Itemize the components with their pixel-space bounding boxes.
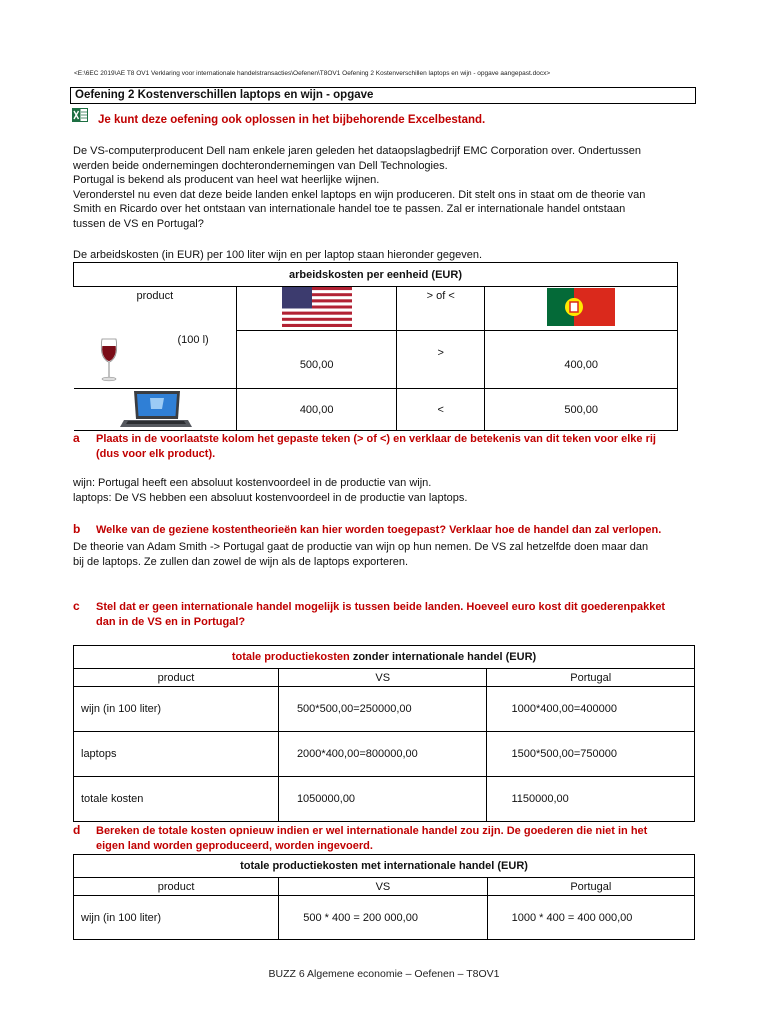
costs-without-trade-table [73,645,695,822]
row-pt: 1150000,00 [487,777,695,822]
col-product: product [74,287,237,331]
laptop-sign: < [397,389,485,431]
question-a-text: Plaats in de voorlaatste kolom het gepaste teken (> of <) en verklaar de betekenis van dit teken voor elke rij (dus voor elk product). [96,433,656,460]
file-path: <E:\6EC 2019\AE T8 OV1 Verklaring voor internationale handelstransacties\Oefenen\T8OV1 Oefening 2 Kostenverschillen laptops en wijn - opgave aangepast.docx> [74,70,551,77]
question-a-letter: a [73,431,80,445]
table1-intro: De arbeidskosten (in EUR) per 100 liter wijn en per laptop staan hieronder gegeven. [73,249,483,261]
row-label: totale kosten [74,777,279,822]
us-flag-cell [237,287,397,331]
row-pt: 1000*400,00=400000 [487,687,695,732]
question-d-letter: d [73,823,81,837]
wine-sign: > [397,331,485,389]
answer-b: De theorie van Adam Smith -> Portugal gaat de productie van wijn op hun nemen. De VS zal hetzelfde doen maar dan bij de laptops. Ze zullen dan zowel de wijn als de laptops exporteren. [73,541,649,568]
col-sign: > of < [397,287,485,331]
row-pt: 1500*500,00=750000 [487,732,695,777]
wine-us-value: 500,00 [237,331,397,389]
excel-icon [72,108,88,122]
table3-col-vs: VS [279,878,487,896]
wine-unit: (100 l) [177,333,209,346]
portugal-flag-icon [547,288,615,326]
intro-paragraph: De VS-computerproducent Dell nam enkele jaren geleden het dataopslagbedrijf EMC Corporation over. Ondertussen werden beide ondernemingen dochterondernemingen van Dell Technologies. Portugal is bekend als producent van heel wat heerlijke wijnen. Veronderstel nu even dat deze beide landen enkel laptops en wijn produceren. Dit stelt ons in staat om de theorie van Smith en Ricardo over het ontstaan van internationale handel toe te passen. Zal er internationale handel ontstaan tussen de VS en Portugal? [73,145,646,230]
table3-col-product: product [74,878,279,896]
table-row [74,777,695,822]
table2-col-vs: VS [278,669,487,687]
page-footer: BUZZ 6 Algemene economie – Oefenen – T8OV1 [268,968,500,980]
labor-cost-table-title: arbeidskosten per eenheid (EUR) [74,263,678,287]
excel-note: Je kunt deze oefening ook oplossen in het bijbehorende Excelbestand. [98,114,486,126]
page-title: Oefening 2 Kostenverschillen laptops en wijn - opgave [70,87,696,104]
table2-col-pt: Portugal [487,669,695,687]
table2-title: totale productiekosten zonder internationale handel (EUR) [74,646,695,669]
row-pt: 1000 * 400 = 400 000,00 [487,896,694,940]
question-d-text: Bereken de totale kosten opnieuw indien er wel internationale handel zou zijn. De goederen die niet in het eigen land worden geproduceerd, worden ingevoerd. [96,825,648,852]
table-row [74,732,695,777]
costs-with-trade-table [73,854,695,940]
row-vs: 500*500,00=250000,00 [278,687,487,732]
us-flag-icon [282,287,352,327]
answer-a: wijn: Portugal heeft een absoluut kostenvoordeel in de productie van wijn. laptops: De VS hebben een absoluut kostenvoordeel in de productie van laptops. [73,477,468,504]
pt-flag-cell [485,287,678,331]
wine-pt-value: 400,00 [485,331,678,389]
table3-col-pt: Portugal [487,878,694,896]
wine-glass-icon [74,336,142,386]
table3-title: totale productiekosten met internationale handel (EUR) [74,855,695,878]
row-vs: 2000*400,00=800000,00 [278,732,487,777]
row-vs: 1050000,00 [278,777,487,822]
laptop-us-value: 400,00 [237,389,397,431]
laptop-product-cell [74,389,237,431]
laptop-pt-value: 500,00 [485,389,678,431]
row-label: wijn (in 100 liter) [74,687,279,732]
labor-cost-table [73,262,678,431]
question-b-text: Welke van de geziene kostentheorieën kan hier worden toegepast? Verklaar hoe de handel dan zal verlopen. [96,524,662,536]
table-row [74,896,695,940]
question-b-letter: b [73,522,81,536]
row-label: wijn (in 100 liter) [74,896,279,940]
laptop-icon [120,389,192,429]
table-row [74,687,695,732]
table2-col-product: product [74,669,279,687]
row-label: laptops [74,732,279,777]
question-c-letter: c [73,599,80,613]
question-c-text: Stel dat er geen internationale handel mogelijk is tussen beide landen. Hoeveel euro kost dit goederenpakket dan in de VS en in Portugal? [96,601,666,628]
row-vs: 500 * 400 = 200 000,00 [279,896,487,940]
wine-product-cell [74,331,237,389]
